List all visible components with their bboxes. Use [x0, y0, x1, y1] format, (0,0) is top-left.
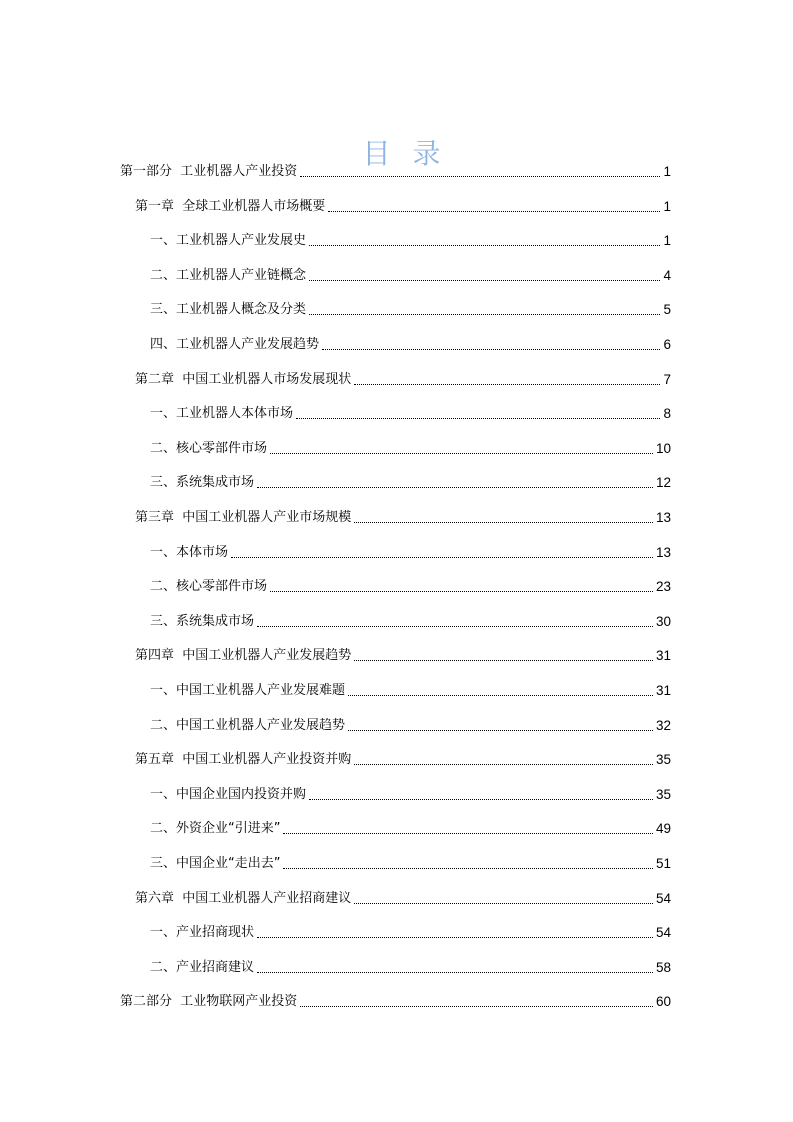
toc-chapter-entry[interactable]: [135, 746, 671, 768]
toc-section-entry[interactable]: [150, 539, 671, 561]
toc-leader-dots: [354, 902, 653, 904]
toc-leader-dots: [283, 832, 652, 834]
toc-leader-dots: [348, 729, 653, 731]
toc-leader-dots: [309, 313, 660, 315]
toc-page-number: 54: [655, 890, 671, 906]
toc-leader-dots: [257, 936, 653, 938]
toc-page-number: 6: [663, 337, 671, 352]
toc-leader-dots: [257, 486, 653, 488]
toc-page-number: 13: [655, 510, 671, 525]
toc-chapter-entry[interactable]: [135, 885, 671, 907]
toc-section-entry[interactable]: [150, 331, 671, 353]
toc-section-entry[interactable]: [150, 781, 671, 803]
toc-entry-label: 第一章 全球工业机器人市场概要: [135, 198, 326, 214]
toc-entry-label: 二、核心零部件市场: [150, 579, 268, 595]
toc-entry-label: 二、产业招商建议: [150, 959, 255, 975]
toc-section-entry[interactable]: [150, 677, 671, 699]
toc-part-entry[interactable]: [120, 158, 671, 180]
toc-page-number: 54: [655, 925, 671, 941]
toc-page-number: 35: [655, 786, 671, 802]
toc-entry-label: 二、工业机器人产业链概念: [150, 267, 307, 283]
toc-leader-dots: [283, 867, 652, 869]
toc-leader-dots: [354, 521, 653, 523]
toc-section-entry[interactable]: [150, 573, 671, 595]
toc-entry-label: 一、中国工业机器人产业发展难题: [150, 683, 346, 698]
toc-section-entry[interactable]: [150, 469, 671, 491]
toc-page-number: 35: [655, 752, 671, 768]
toc-page-number: 51: [655, 856, 671, 871]
toc-section-entry[interactable]: [150, 919, 671, 941]
toc-leader-dots: [257, 971, 653, 973]
toc-entry-label: 一、工业机器人产业发展史: [150, 233, 307, 249]
toc-leader-dots: [328, 210, 660, 212]
toc-section-entry[interactable]: [150, 296, 671, 318]
toc-page-number: 49: [655, 821, 671, 837]
toc-entry-label: 第六章 中国工业机器人产业招商建议: [135, 890, 352, 906]
toc-section-entry[interactable]: [150, 227, 671, 249]
toc-page-number: 31: [655, 683, 671, 698]
toc-entry-label: 四、工业机器人产业发展趋势: [150, 337, 320, 352]
toc-entry-label: 二、核心零部件市场: [150, 440, 268, 456]
toc-entry-label: 一、中国企业国内投资并购: [150, 786, 307, 802]
toc-entry-label: 第一部分 工业机器人产业投资: [120, 164, 298, 179]
toc-section-entry[interactable]: [150, 400, 671, 422]
toc-page-number: 32: [655, 717, 671, 733]
toc-entry-label: 第二部分 工业物联网产业投资: [120, 994, 298, 1010]
toc-section-entry[interactable]: [150, 712, 671, 734]
toc-entry-label: 二、中国工业机器人产业发展趋势: [150, 717, 346, 733]
toc-entry-label: 第四章 中国工业机器人产业发展趋势: [135, 648, 352, 664]
toc-page-number: 4: [663, 267, 671, 283]
toc-page-number: 8: [663, 406, 671, 422]
toc-page-number: 12: [655, 475, 671, 491]
toc-entry-label: 三、系统集成市场: [150, 475, 255, 491]
toc-page-number: 10: [655, 440, 671, 456]
toc-leader-dots: [348, 694, 653, 696]
toc-entry-label: 第五章 中国工业机器人产业投资并购: [135, 752, 352, 768]
toc-chapter-entry[interactable]: [135, 504, 671, 526]
toc-leader-dots: [296, 417, 660, 419]
toc-leader-dots: [270, 590, 653, 592]
toc-page-number: 1: [663, 198, 671, 214]
toc-page-number: 31: [655, 648, 671, 664]
toc-section-entry[interactable]: [150, 954, 671, 976]
toc-section-entry[interactable]: [150, 262, 671, 284]
toc-title: 目录: [362, 136, 463, 170]
toc-leader-dots: [300, 175, 660, 177]
toc-entry-label: 第二章 中国工业机器人市场发展现状: [135, 371, 352, 387]
toc-page-number: 13: [655, 544, 671, 560]
toc-section-entry[interactable]: [150, 608, 671, 630]
toc-page-number: 58: [655, 959, 671, 975]
toc-chapter-entry[interactable]: [135, 642, 671, 664]
toc-leader-dots: [309, 244, 660, 246]
toc-entry-label: 一、产业招商现状: [150, 925, 255, 941]
toc-entry-label: 第三章 中国工业机器人产业市场规模: [135, 510, 352, 525]
toc-page-number: 1: [663, 233, 671, 249]
toc-chapter-entry[interactable]: [135, 366, 671, 388]
toc-section-entry[interactable]: [150, 815, 671, 837]
toc-part-entry[interactable]: [120, 988, 671, 1010]
toc-section-entry[interactable]: [150, 850, 671, 872]
toc-section-entry[interactable]: [150, 435, 671, 457]
toc-leader-dots: [309, 798, 653, 800]
toc-page-number: 60: [655, 994, 671, 1010]
toc-entry-label: 一、本体市场: [150, 544, 229, 560]
toc-page-number: 5: [663, 302, 671, 318]
toc-entry-label: 二、外资企业“引进来”: [150, 821, 281, 837]
toc-chapter-entry[interactable]: [135, 193, 671, 215]
toc-page-number: 30: [655, 613, 671, 629]
toc-leader-dots: [309, 279, 660, 281]
toc-leader-dots: [354, 383, 660, 385]
toc-leader-dots: [231, 556, 653, 558]
toc-leader-dots: [354, 659, 653, 661]
toc-entry-label: 三、工业机器人概念及分类: [150, 302, 307, 318]
toc-page-number: 7: [663, 371, 671, 387]
toc-leader-dots: [257, 625, 653, 627]
toc-entry-label: 一、工业机器人本体市场: [150, 406, 294, 422]
toc-page-number: 1: [663, 164, 671, 179]
toc-leader-dots: [322, 348, 660, 350]
toc-entry-label: 三、系统集成市场: [150, 613, 255, 629]
toc-entry-label: 三、中国企业“走出去”: [150, 856, 281, 871]
toc-leader-dots: [300, 1005, 653, 1007]
toc-leader-dots: [270, 452, 653, 454]
toc-leader-dots: [354, 763, 653, 765]
toc-page-number: 23: [655, 579, 671, 595]
